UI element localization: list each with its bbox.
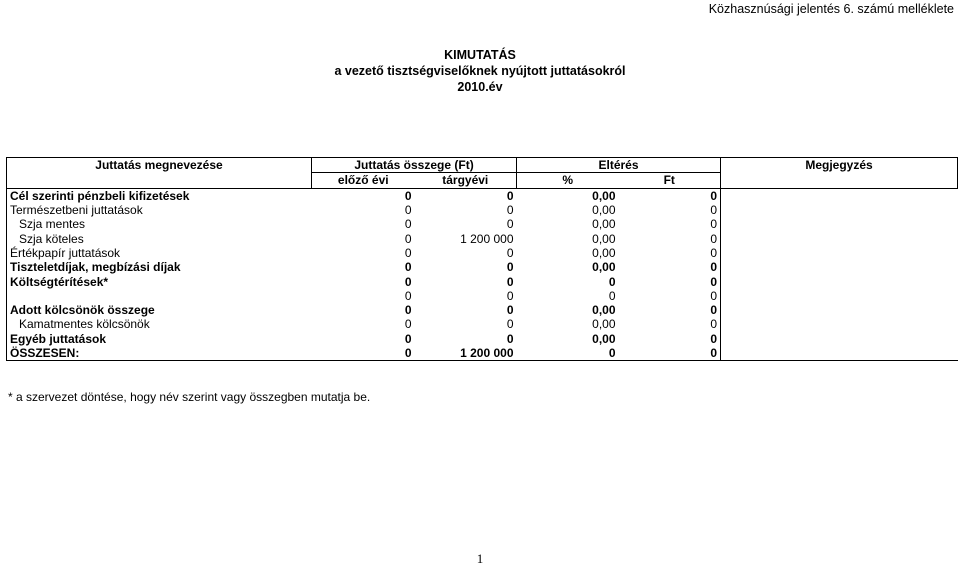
header-diff: Eltérés <box>517 158 721 173</box>
title-line1: KIMUTATÁS <box>444 48 516 62</box>
benefits-table <box>6 157 958 361</box>
header-note: Közhasznúsági jelentés 6. számú melléklete <box>708 2 954 16</box>
table-row: Cél szerinti pénzbeli kifizetések 0 0 0,00 0 <box>7 188 958 203</box>
table-total-row: ÖSSZESEN: 0 1 200 000 0 0 <box>7 346 958 361</box>
page-number: 1 <box>476 551 484 566</box>
table-row: Kamatmentes kölcsönök 0 0 0,00 0 <box>7 317 958 331</box>
footnote: * a szervezet döntése, hogy név szerint vagy összegben mutatja be. <box>8 390 371 404</box>
header-current-year: tárgyévi <box>415 173 517 188</box>
table-row: Adott kölcsönök összege 0 0 0,00 0 <box>7 303 958 317</box>
table-row: Tiszteletdíjak, megbízási díjak 0 0 0,00 0 <box>7 260 958 274</box>
table-row: Szja köteles 0 1 200 000 0,00 0 <box>7 231 958 245</box>
table-row: Értékpapír juttatások 0 0 0,00 0 <box>7 246 958 260</box>
title-line3: 2010.év <box>457 80 503 94</box>
header-amount: Juttatás összege (Ft) <box>312 158 517 173</box>
table-header-row <box>7 158 958 173</box>
table-row: Egyéb juttatások 0 0 0,00 0 <box>7 332 958 346</box>
table-subheader-row <box>7 173 958 188</box>
header-note: Megjegyzés <box>721 158 958 173</box>
table-row: Természetbeni juttatások 0 0 0,00 0 <box>7 203 958 217</box>
header-prev-year: előző évi <box>312 173 415 188</box>
table-row: Szja mentes 0 0 0,00 0 <box>7 217 958 231</box>
header-percent: % <box>517 173 619 188</box>
title-line2: a vezető tisztségviselőknek nyújtott juttatásokról <box>334 64 626 78</box>
header-name: Juttatás megnevezése <box>7 158 312 173</box>
table-row: Költségtérítések* 0 0 0 0 <box>7 274 958 288</box>
header-ft: Ft <box>619 173 721 188</box>
table-row: 0 0 0 0 <box>7 289 958 303</box>
